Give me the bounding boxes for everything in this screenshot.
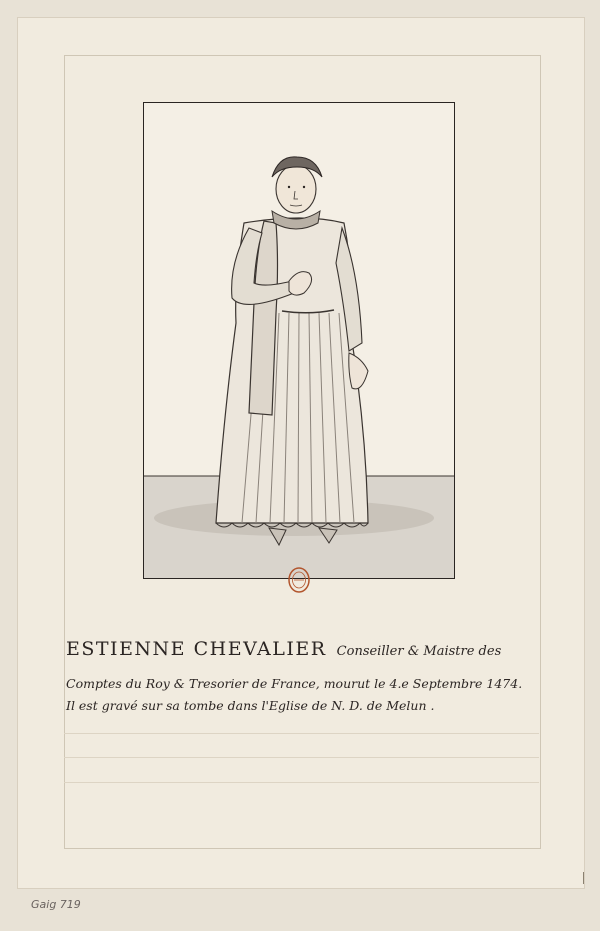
caption-title: Conseiller & Maistre des	[336, 644, 502, 659]
ruled-line	[64, 782, 539, 783]
library-stamp	[288, 567, 310, 593]
ruled-line	[64, 757, 539, 758]
caption-line-2: Comptes du Roy & Tresorier de France, mourut le 4.e Septembre 1474.	[66, 676, 523, 691]
caption-line-3: Il est gravé sur sa tombe dans l'Eglise de N. D. de Melun .	[66, 698, 435, 713]
inventory-mark: Gaig 719	[31, 898, 81, 911]
ruled-line	[64, 733, 539, 734]
portrait-drawing	[144, 103, 454, 578]
portrait-frame	[143, 102, 455, 579]
caption-name: ESTIENNE CHEVALIER	[66, 638, 327, 660]
caption-line-1	[66, 638, 501, 660]
pencil-tick	[583, 872, 584, 884]
